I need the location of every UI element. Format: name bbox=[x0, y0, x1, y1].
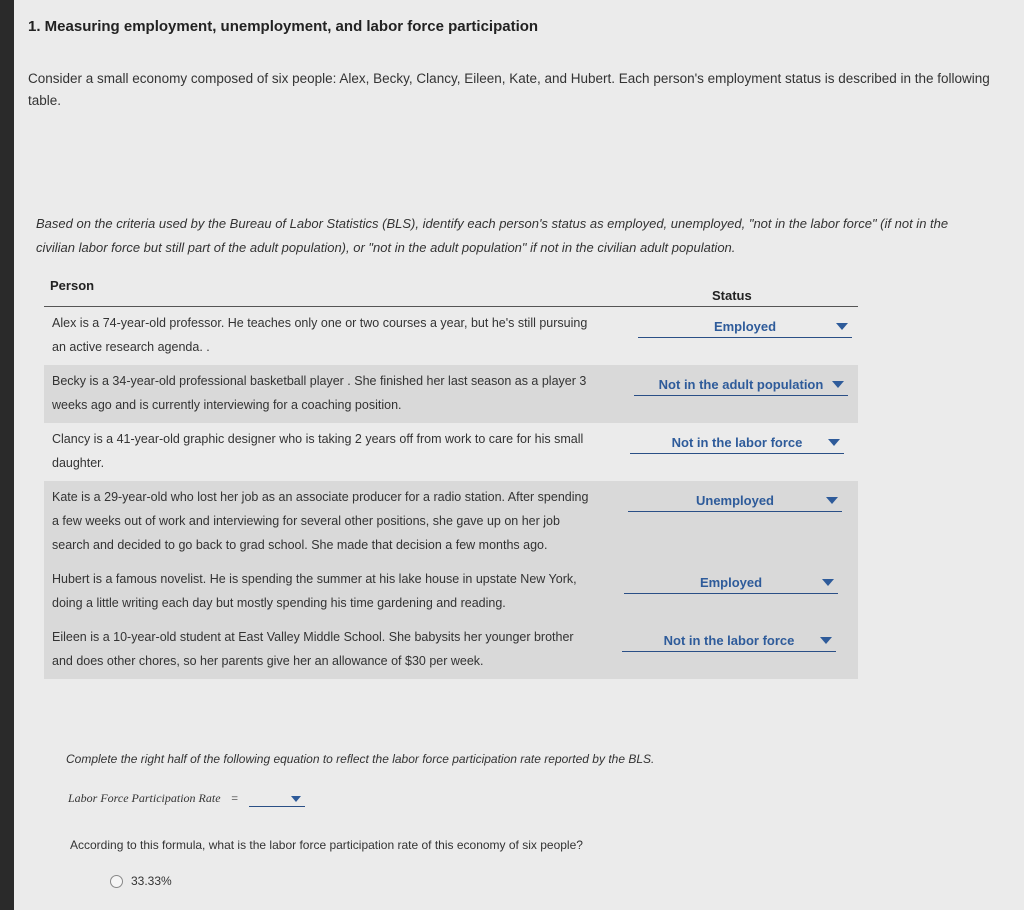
header-person: Person bbox=[50, 278, 95, 293]
caret-down-icon bbox=[822, 579, 834, 586]
equals-sign: = bbox=[230, 791, 239, 805]
person-description: Eileen is a 10-year-old student at East Valley Middle School. She babysits her younger brother and does other chores, so her parents give her an allowance of $30 per week. bbox=[52, 630, 574, 668]
question-text: According to this formula, what is the labor force participation rate of this economy of six people? bbox=[70, 838, 583, 852]
complete-prompt: Complete the right half of the following equation to reflect the labor force participation rate reported by the BLS. bbox=[66, 752, 655, 766]
table-header bbox=[44, 274, 858, 307]
person-description: Clancy is a 41-year-old graphic designer who is taking 2 years off from work to care for his small daughter. bbox=[52, 432, 584, 470]
answer-option[interactable] bbox=[110, 874, 172, 888]
caret-down-icon bbox=[832, 381, 844, 388]
status-table bbox=[44, 274, 858, 679]
equation bbox=[68, 790, 305, 807]
option-label: 33.33% bbox=[131, 874, 172, 888]
person-description: Kate is a 29-year-old who lost her job as an associate producer for a radio station. After spending a few weeks out of work and interviewing for several other positions, she gave up on her job search and decided to go back to grad school. She made that decision a few months ago. bbox=[52, 490, 589, 552]
caret-down-icon bbox=[828, 439, 840, 446]
table-row bbox=[44, 621, 858, 679]
table-row bbox=[44, 307, 858, 365]
status-value: Not in the labor force bbox=[671, 434, 803, 450]
person-description: Hubert is a famous novelist. He is spending the summer at his lake house in upstate New York, doing a little writing each day but mostly spending his time gardening and reading. bbox=[52, 572, 577, 610]
person-description: Becky is a 34-year-old professional basketball player . She finished her last season as a player 3 weeks ago and is currently interviewing for a coaching position. bbox=[52, 374, 587, 412]
caret-down-icon bbox=[836, 323, 848, 330]
status-value: Unemployed bbox=[695, 492, 774, 508]
status-dropdown-kate[interactable] bbox=[628, 489, 842, 512]
caret-down-icon bbox=[820, 637, 832, 644]
status-dropdown-becky[interactable] bbox=[634, 373, 848, 396]
status-dropdown-alex[interactable] bbox=[638, 315, 852, 338]
table-row bbox=[44, 423, 858, 481]
criteria-text: Based on the criteria used by the Bureau of Labor Statistics (BLS), identify each person's status as employed, unemployed, "not in the labor force" (if not in the civilian labor force but still part of the adult population), or "not in the adult population" if not in the civilian adult population. bbox=[36, 216, 949, 255]
intro-text: Consider a small economy composed of six people: Alex, Becky, Clancy, Eileen, Kate, and Hubert. Each person's employment status is described in the following table. bbox=[28, 71, 990, 108]
status-value: Employed bbox=[713, 318, 777, 334]
table-row bbox=[44, 563, 858, 621]
person-description: Alex is a 74-year-old professor. He teaches only one or two courses a year, but he's still pursuing an active research agenda. . bbox=[52, 316, 588, 354]
status-dropdown-eileen[interactable] bbox=[622, 629, 836, 652]
equation-dropdown[interactable] bbox=[249, 790, 305, 807]
status-dropdown-hubert[interactable] bbox=[624, 571, 838, 594]
question-heading: 1. Measuring employment, unemployment, and labor force participation bbox=[28, 18, 539, 35]
radio-button[interactable] bbox=[110, 875, 123, 888]
status-value: Not in the adult population bbox=[658, 376, 824, 392]
status-dropdown-clancy[interactable] bbox=[630, 431, 844, 454]
status-value: Employed bbox=[699, 574, 763, 590]
caret-down-icon bbox=[826, 497, 838, 504]
status-value: Not in the labor force bbox=[663, 632, 795, 648]
table-row bbox=[44, 481, 858, 563]
table-row bbox=[44, 365, 858, 423]
equation-label: Labor Force Participation Rate bbox=[68, 791, 221, 805]
header-status: Status bbox=[712, 288, 752, 303]
page bbox=[14, 0, 1024, 910]
caret-down-icon bbox=[291, 796, 301, 802]
